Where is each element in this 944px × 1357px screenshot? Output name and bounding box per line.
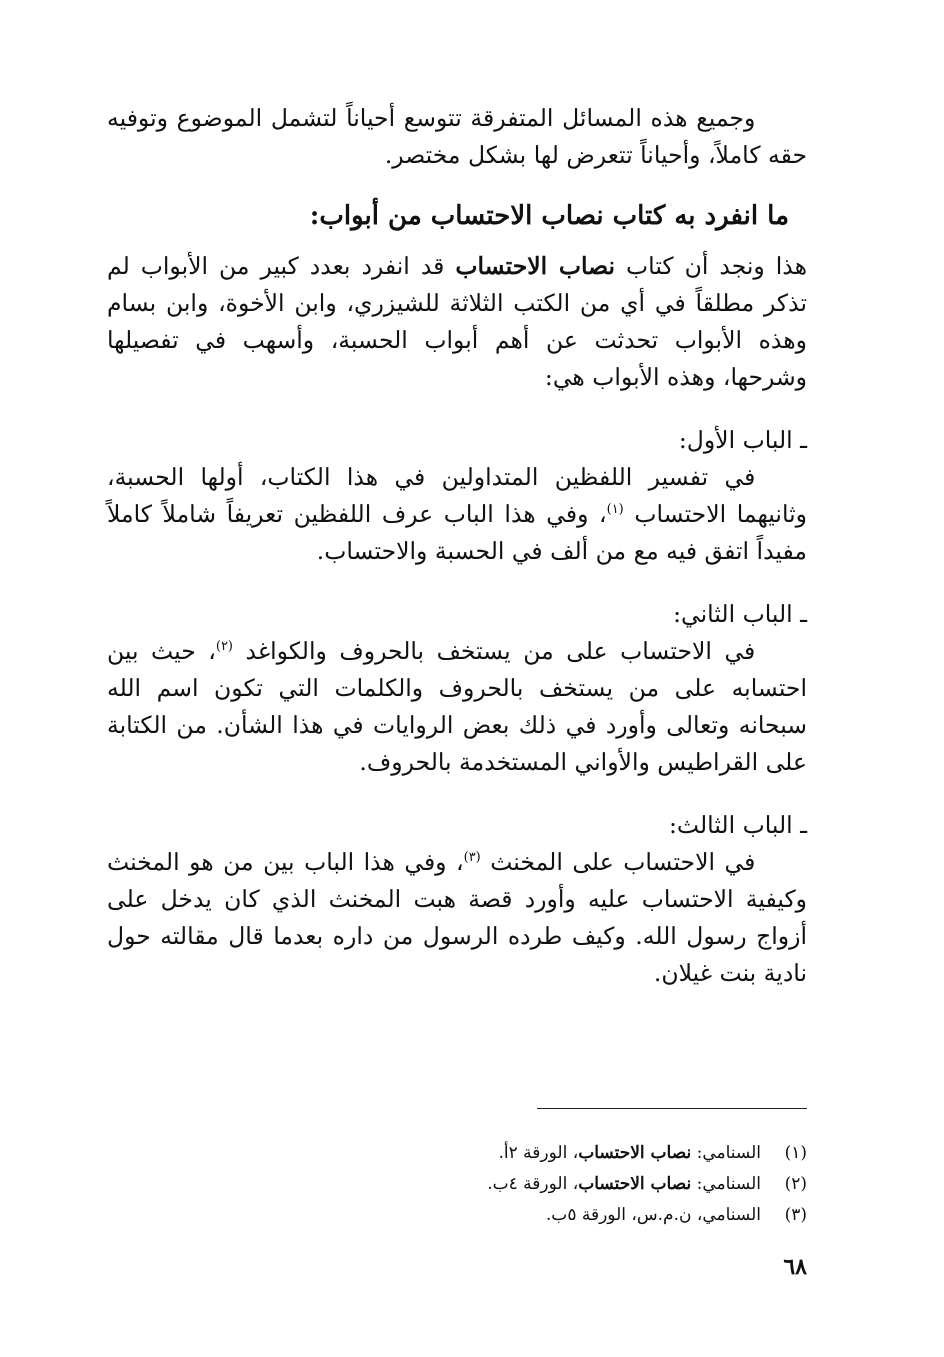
- footnote-book-title: نصاب الاحتساب: [578, 1174, 692, 1194]
- footnote-ref: (٢): [215, 639, 233, 655]
- footnote-ref: (١): [606, 502, 624, 518]
- chapter-text-before: في الاحتساب على المخنث: [490, 848, 756, 876]
- footnote-2: [107, 1169, 807, 1200]
- intro-paragraph: وجميع هذه المسائل المتفرقة تتوسع أحياناً لتشمل الموضوع وتوفيه حقه كاملاً، وأحياناً تتعرض لها بشكل مختصر.: [107, 104, 807, 169]
- footnote-suffix: ، الورقة ٤ب.: [487, 1174, 579, 1194]
- footnote-number: (٢): [784, 1174, 807, 1194]
- chapter-1: [107, 422, 807, 570]
- chapter-text-after: ، حيث بين احتسابه على من يستخف بالحروف والكلمات التي تكون اسم الله سبحانه وتعالى وأورد في ذلك بعض الروايات في هذا الشأن. من الكتابة على القراطيس والأواني المستخدمة بالحروف.: [107, 637, 807, 776]
- footnote-prefix: السنامي، ن.م.س، الورقة ٥ب.: [545, 1205, 761, 1225]
- footnote-text: [499, 1138, 762, 1169]
- chapter-title: ـ الباب الثاني:: [673, 600, 807, 628]
- footnote-3: [107, 1200, 807, 1231]
- chapter-text-before: في تفسير اللفظين المتداولين في هذا الكتاب، أولها الحسبة، وثانيهما الاحتساب: [107, 463, 807, 528]
- footnote-text: [487, 1169, 761, 1200]
- footnote-1: [107, 1138, 807, 1169]
- footnote-prefix: السنامي:: [691, 1143, 761, 1163]
- footnote-divider: [537, 1108, 807, 1109]
- footnote-number: (٣): [784, 1205, 807, 1225]
- page-number: ٦٨: [783, 1254, 807, 1280]
- chapter-text: [107, 459, 807, 570]
- section-book-title: نصاب الاحتساب: [455, 252, 616, 280]
- section-paragraph: [107, 248, 807, 396]
- section-text-part2: قد انفرد بعدد كبير من الأبواب لم تذكر مطلقاً في أي من الكتب الثلاثة للشيزري، وابن الأخوة، وابن بسام وهذه الأبواب تحدثت عن أهم أبواب الحسبة، وأسهب في تفصيلها وشرحها، وهذه الأبواب هي:: [107, 252, 807, 391]
- chapter-title: ـ الباب الثالث:: [669, 811, 807, 839]
- page-body: [107, 100, 807, 992]
- chapter-text-after: ، وفي هذا الباب عرف اللفظين تعريفاً شاملاً كاملاً مفيداً اتفق فيه مع من ألف في الحسبة والاحتساب.: [107, 500, 807, 565]
- section-text-part1: هذا ونجد أن كتاب: [615, 252, 807, 280]
- footnote-text: [546, 1200, 761, 1231]
- chapter-text: [107, 844, 807, 992]
- chapter-text: [107, 633, 807, 781]
- footnote-suffix: ، الورقة ٢أ.: [498, 1143, 579, 1163]
- chapter-3: [107, 807, 807, 992]
- footnote-book-title: نصاب الاحتساب: [578, 1143, 692, 1163]
- footnotes: [107, 1138, 807, 1231]
- footnote-prefix: السنامي:: [691, 1174, 761, 1194]
- footnote-ref: (٣): [463, 850, 481, 866]
- chapter-2: [107, 596, 807, 781]
- section-heading: ما انفرد به كتاب نصاب الاحتساب من أبواب:: [309, 201, 789, 231]
- chapter-text-after: ، وفي هذا الباب بين من هو المخنث وكيفية الاحتساب عليه وأورد قصة هبت المخنث الذي كان يدخل على أزواج رسول الله. وكيف طرده الرسول من داره بعدما قال مقالته حول نادية بنت غيلان.: [107, 848, 807, 987]
- chapter-text-before: في الاحتساب على من يستخف بالحروف والكواغد: [245, 637, 756, 665]
- chapter-title: ـ الباب الأول:: [678, 426, 807, 454]
- footnote-number: (١): [784, 1143, 807, 1163]
